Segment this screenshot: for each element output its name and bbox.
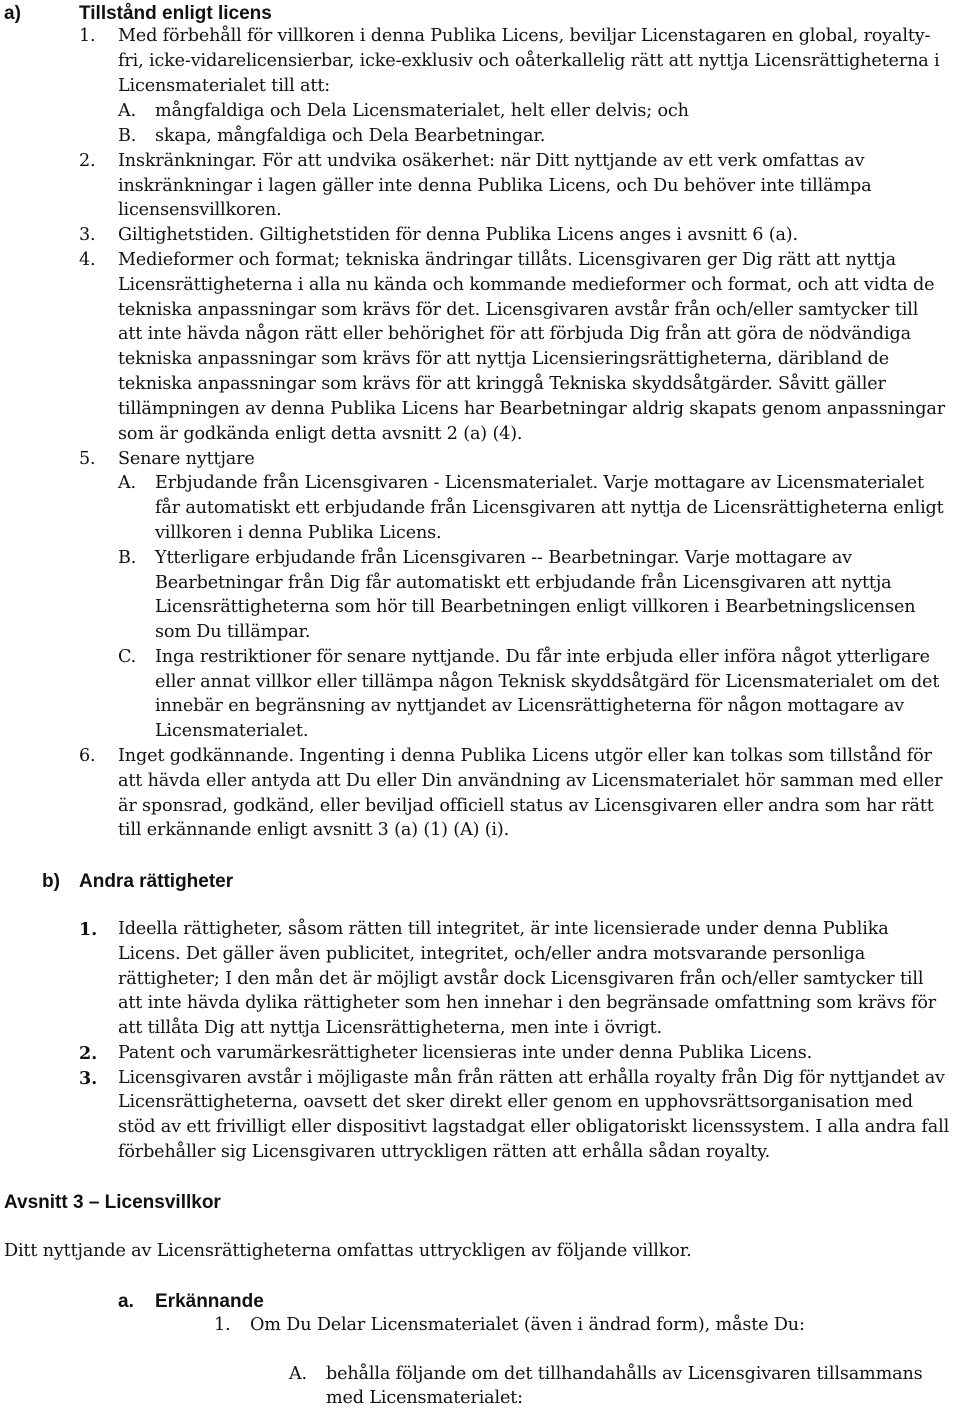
list-marker: A. [118,473,136,493]
section-b-title: Andra rättigheter [79,871,234,892]
paragraph-line: är sponsrad, godkänd, eller beviljad officiell status av Licensgivaren eller andra som har rätt [118,796,934,816]
paragraph-line: förbehåller sig Licensgivaren uttryckligen rätten att erhålla sådan royalty. [118,1142,771,1162]
list-number: 1. [79,26,96,46]
paragraph-line: att inte hävda dylika rättigheter som hen innehar i den begränsade omfattning som krävs för [118,993,937,1013]
paragraph-line: Inskränkningar. För att undvika osäkerhet: när Ditt nyttjande av ett verk omfattas av [118,151,865,171]
paragraph-line: tekniska anpassningar som krävs för att kringgå Tekniska skyddsåtgärder. Såvitt gäller [118,374,886,394]
paragraph-line: rättigheter; I den mån det är möjligt avstår dock Licensgivaren från och/eller samtycker till [118,969,924,989]
list-number: 2. [79,1043,98,1064]
paragraph-line: Ideella rättigheter, såsom rätten till integritet, är inte licensierade under denna Publika [118,919,889,939]
paragraph-line: Licensmaterialet. [155,721,309,741]
paragraph-line: som är godkända enligt detta avsnitt 2 (a) (4). [118,424,523,444]
list-marker: B. [118,126,137,146]
list-number: 4. [79,250,96,270]
paragraph-line: att hävda eller antyda att Du eller Din användning av Licensmaterialet hör samman med eller [118,771,943,791]
subsection-title: Erkännande [155,1291,264,1312]
paragraph-line: Patent och varumärkesrättigheter licensieras inte under denna Publika Licens. [118,1043,813,1063]
paragraph-line: Licensgivaren avstår i möjligaste mån från rätten att erhålla royalty från Dig för nyttjandet av [118,1068,945,1088]
section-3-heading: Avsnitt 3 – Licensvillkor [4,1192,221,1213]
paragraph-line: som Du tillämpar. [155,622,311,642]
paragraph-line: Licensrättigheterna, oavsett det sker direkt eller genom en upphovsrättsorganisation med [118,1092,913,1112]
paragraph-line: tekniska anpassningar som krävs för det. Licensgivaren avstår från och/eller samtycker till [118,300,919,320]
list-marker: A. [289,1364,307,1384]
list-number: 3. [79,1068,98,1089]
paragraph-line: får automatiskt ett erbjudande från Licensgivaren att nyttja de Licensrättigheterna enligt [155,498,944,518]
paragraph-line: Bearbetningar från Dig får automatiskt ett erbjudande från Licensgivaren att nyttja [155,573,892,593]
paragraph-line: Inget godkännande. Ingenting i denna Publika Licens utgör eller kan tolkas som tillstånd för [118,746,932,766]
paragraph-line: Medieformer och format; tekniska ändringar tillåts. Licensgivaren ger Dig rätt att nyttja [118,250,896,270]
section-intro: Ditt nyttjande av Licensrättigheterna omfattas uttryckligen av följande villkor. [4,1241,692,1261]
paragraph-line: Erbjudande från Licensgivaren - Licensmaterialet. Varje mottagare av Licensmaterialet [155,473,924,493]
paragraph-line: stöd av ett frivilligt eller dispositivt lagstadgat eller obligatoriskt licenssystem. I alla andra fall [118,1117,950,1137]
paragraph-line: fri, icke-vidarelicensierbar, icke-exklusiv och oåterkallelig rätt att nyttja Licensrättigheterna i [118,51,940,71]
paragraph-line: tillämpningen av denna Publika Licens har Bearbetningar aldrig skapats genom anpassningar [118,399,946,419]
paragraph-line: mångfaldiga och Dela Licensmaterialet, helt eller delvis; och [155,101,689,121]
list-number: 6. [79,746,96,766]
list-marker: B. [118,548,137,568]
list-number: 1. [79,919,98,940]
list-number: 1. [214,1315,231,1335]
paragraph-line: Senare nyttjare [118,449,255,469]
paragraph-line: tekniska anpassningar som krävs för att nyttja Licensieringsrättigheterna, däribland de [118,349,890,369]
paragraph-line: villkoren i denna Publika Licens. [155,523,442,543]
section-a-title: Tillstånd enligt licens [79,3,272,24]
paragraph-line: Med förbehåll för villkoren i denna Publika Licens, beviljar Licenstagaren en global, royalty- [118,26,931,46]
list-marker: C. [118,647,137,667]
paragraph-line: eller annat villkor eller tillämpa någon Teknisk skyddsåtgärd för Licensmaterialet om det [155,672,940,692]
paragraph-line: Licensrättigheterna som hör till Bearbetningen enligt villkoren i Bearbetningslicensen [155,597,916,617]
paragraph-line: Ytterligare erbjudande från Licensgivaren -- Bearbetningar. Varje mottagare av [155,548,852,568]
section-a-marker: a) [4,3,21,24]
subsection-marker: a. [118,1291,134,1312]
list-number: 2. [79,151,96,171]
paragraph-line: Om Du Delar Licensmaterialet (även i ändrad form), måste Du: [250,1315,805,1335]
list-marker: A. [118,101,136,121]
paragraph-line: att tillåta Dig att nyttja Licensrättigheterna, men inte i övrigt. [118,1018,662,1038]
paragraph-line: med Licensmaterialet: [326,1388,523,1408]
paragraph-line: till erkännande enligt avsnitt 3 (a) (1) (A) (i). [118,820,510,840]
paragraph-line: skapa, mångfaldiga och Dela Bearbetningar. [155,126,546,146]
paragraph-line: att inte hävda någon rätt eller behörighet för att förbjuda Dig från att göra de nödvändiga [118,324,911,344]
list-number: 3. [79,225,96,245]
paragraph-line: licensensvillkoren. [118,200,282,220]
list-number: 5. [79,449,96,469]
paragraph-line: Licens. Det gäller även publicitet, integritet, och/eller andra motsvarande personliga [118,944,866,964]
paragraph-line: Licensmaterialet till att: [118,76,331,96]
paragraph-line: Inga restriktioner för senare nyttjande. Du får inte erbjuda eller införa något ytterligare [155,647,930,667]
paragraph-line: innebär en begränsning av nyttjandet av Licensrättigheterna för någon mottagare av [155,696,905,716]
paragraph-line: Giltighetstiden. Giltighetstiden för denna Publika Licens anges i avsnitt 6 (a). [118,225,798,245]
paragraph-line: behålla följande om det tillhandahålls av Licensgivaren tillsammans [326,1364,923,1384]
paragraph-line: inskränkningar i lagen gäller inte denna Publika Licens, och Du behöver inte tillämpa [118,176,872,196]
paragraph-line: Licensrättigheterna i alla nu kända och kommande medieformer och format, och att vidta de [118,275,935,295]
section-b-marker: b) [42,871,60,892]
